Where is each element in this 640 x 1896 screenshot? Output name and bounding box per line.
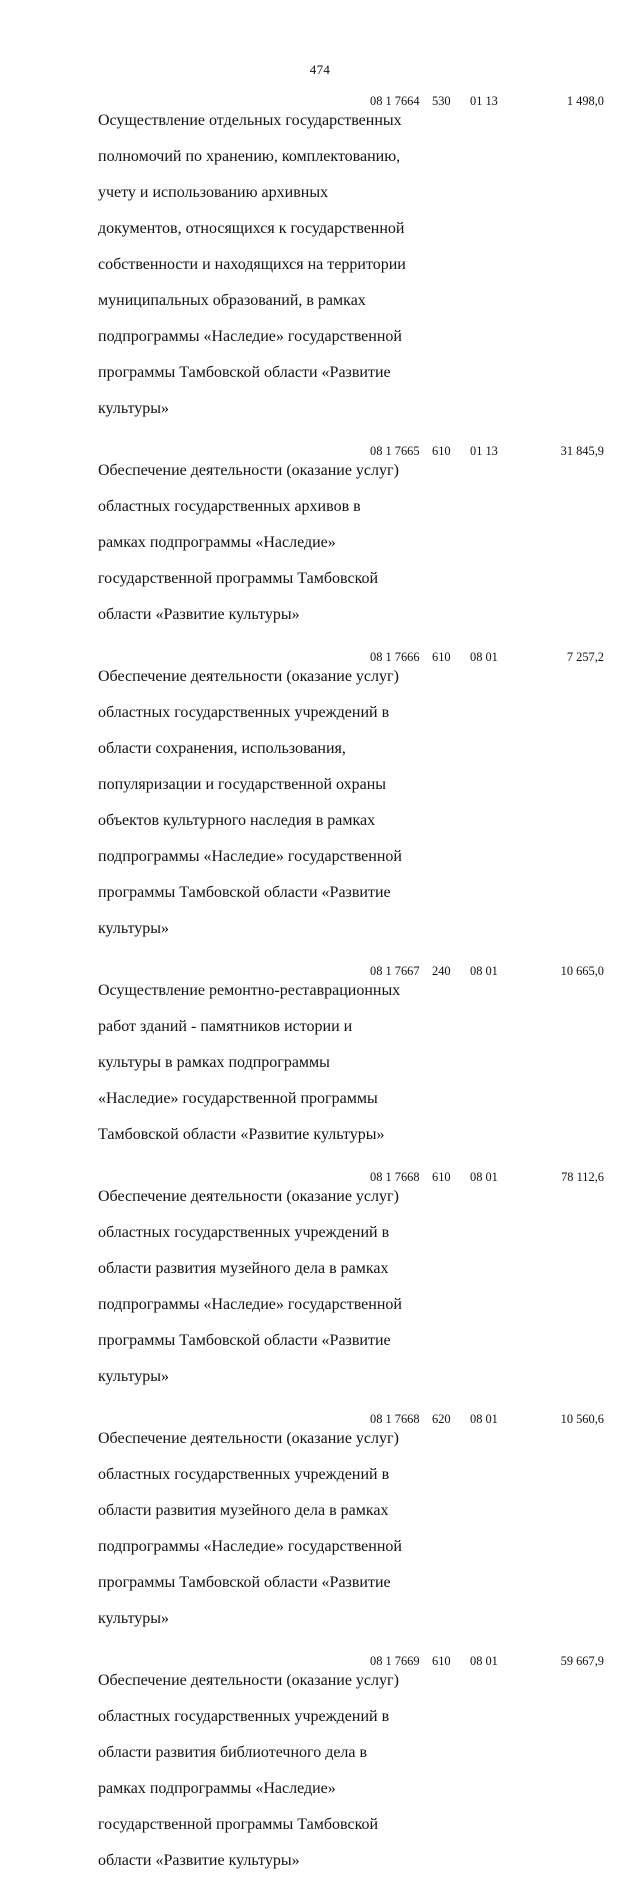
table-row	[0, 650, 640, 956]
description-line: работ зданий - памятников истории и	[98, 1018, 353, 1035]
expense-kind-code: 620	[432, 1412, 451, 1426]
description-line: «Наследие» государственной программы	[98, 1090, 378, 1107]
section-code: 08 01	[470, 1412, 498, 1426]
description-line: подпрограммы «Наследие» государственной	[98, 848, 402, 865]
amount: 1 498,0	[566, 94, 604, 108]
section-code: 01 13	[470, 444, 498, 458]
section-code: 08 01	[470, 1170, 498, 1184]
description-line: области сохранения, использования,	[98, 740, 346, 757]
budget-table	[0, 94, 640, 1896]
amount: 78 112,6	[561, 1170, 604, 1184]
amount: 31 845,9	[560, 444, 604, 458]
table-row	[0, 444, 640, 642]
description-line: рамках подпрограммы «Наследие»	[98, 534, 336, 551]
description-line: области развития музейного дела в рамках	[98, 1260, 389, 1277]
table-row	[0, 1170, 640, 1404]
description-line: полномочий по хранению, комплектованию,	[98, 148, 401, 165]
description-line: программы Тамбовской области «Развитие	[98, 1332, 391, 1349]
description-line: культуры»	[98, 1368, 170, 1385]
target-article-code: 08 1 7668	[370, 1170, 420, 1184]
description-line: Обеспечение деятельности (оказание услуг)	[98, 668, 399, 685]
description-line: учету и использованию архивных	[98, 184, 329, 201]
description-line: областных государственных архивов в	[98, 498, 361, 515]
description-line: подпрограммы «Наследие» государственной	[98, 328, 402, 345]
description-line: культуры»	[98, 1610, 170, 1627]
description-line: культуры»	[98, 400, 170, 417]
description-line: областных государственных учреждений в	[98, 1466, 390, 1483]
target-article-code: 08 1 7665	[370, 444, 420, 458]
description-line: объектов культурного наследия в рамках	[98, 812, 376, 829]
description-line: Обеспечение деятельности (оказание услуг)	[98, 1430, 399, 1447]
description-line: областных государственных учреждений в	[98, 1224, 390, 1241]
section-code: 08 01	[470, 650, 498, 664]
description-line: муниципальных образований, в рамках	[98, 292, 366, 309]
table-row	[0, 94, 640, 436]
amount: 10 560,6	[560, 1412, 604, 1426]
description-line: области «Развитие культуры»	[98, 1852, 300, 1869]
expense-kind-code: 530	[432, 94, 451, 108]
expense-kind-code: 610	[432, 1654, 451, 1668]
target-article-code: 08 1 7664	[370, 94, 420, 108]
description-line: области развития музейного дела в рамках	[98, 1502, 389, 1519]
target-article-code: 08 1 7669	[370, 1654, 420, 1668]
description-line: документов, относящихся к государственной	[98, 220, 405, 237]
expense-kind-code: 610	[432, 1170, 451, 1184]
description-line: программы Тамбовской области «Развитие	[98, 884, 391, 901]
table-row	[0, 1654, 640, 1888]
description-line: собственности и находящихся на территории	[98, 256, 406, 273]
description-line: Тамбовской области «Развитие культуры»	[98, 1126, 385, 1143]
description-line: подпрограммы «Наследие» государственной	[98, 1296, 402, 1313]
description-line: программы Тамбовской области «Развитие	[98, 364, 391, 381]
description-line: областных государственных учреждений в	[98, 704, 390, 721]
section-code: 08 01	[470, 1654, 498, 1668]
table-row	[0, 1412, 640, 1646]
description-line: программы Тамбовской области «Развитие	[98, 1574, 391, 1591]
description-line: культуры»	[98, 920, 170, 937]
target-article-code: 08 1 7668	[370, 1412, 420, 1426]
table-row	[0, 964, 640, 1162]
target-article-code: 08 1 7667	[370, 964, 420, 978]
description-line: подпрограммы «Наследие» государственной	[98, 1538, 402, 1555]
page-number: 474	[309, 62, 331, 77]
amount: 59 667,9	[560, 1654, 604, 1668]
description-line: Обеспечение деятельности (оказание услуг)	[98, 1672, 399, 1689]
description-line: популяризации и государственной охраны	[98, 776, 387, 793]
description-line: Обеспечение деятельности (оказание услуг)	[98, 462, 399, 479]
target-article-code: 08 1 7666	[370, 650, 420, 664]
description-line: области развития библиотечного дела в	[98, 1744, 368, 1761]
description-line: Осуществление ремонтно-реставрационных	[98, 982, 401, 999]
description-line: областных государственных учреждений в	[98, 1708, 390, 1725]
description-line: культуры в рамках подпрограммы	[98, 1054, 330, 1071]
description-line: Осуществление отдельных государственных	[98, 112, 402, 129]
amount: 7 257,2	[566, 650, 604, 664]
section-code: 08 01	[470, 964, 498, 978]
description-line: государственной программы Тамбовской	[98, 1816, 379, 1833]
expense-kind-code: 610	[432, 444, 451, 458]
amount: 10 665,0	[560, 964, 604, 978]
section-code: 01 13	[470, 94, 498, 108]
description-line: государственной программы Тамбовской	[98, 570, 379, 587]
expense-kind-code: 610	[432, 650, 451, 664]
expense-kind-code: 240	[432, 964, 451, 978]
description-line: области «Развитие культуры»	[98, 606, 300, 623]
description-line: рамках подпрограммы «Наследие»	[98, 1780, 336, 1797]
description-line: Обеспечение деятельности (оказание услуг)	[98, 1188, 399, 1205]
